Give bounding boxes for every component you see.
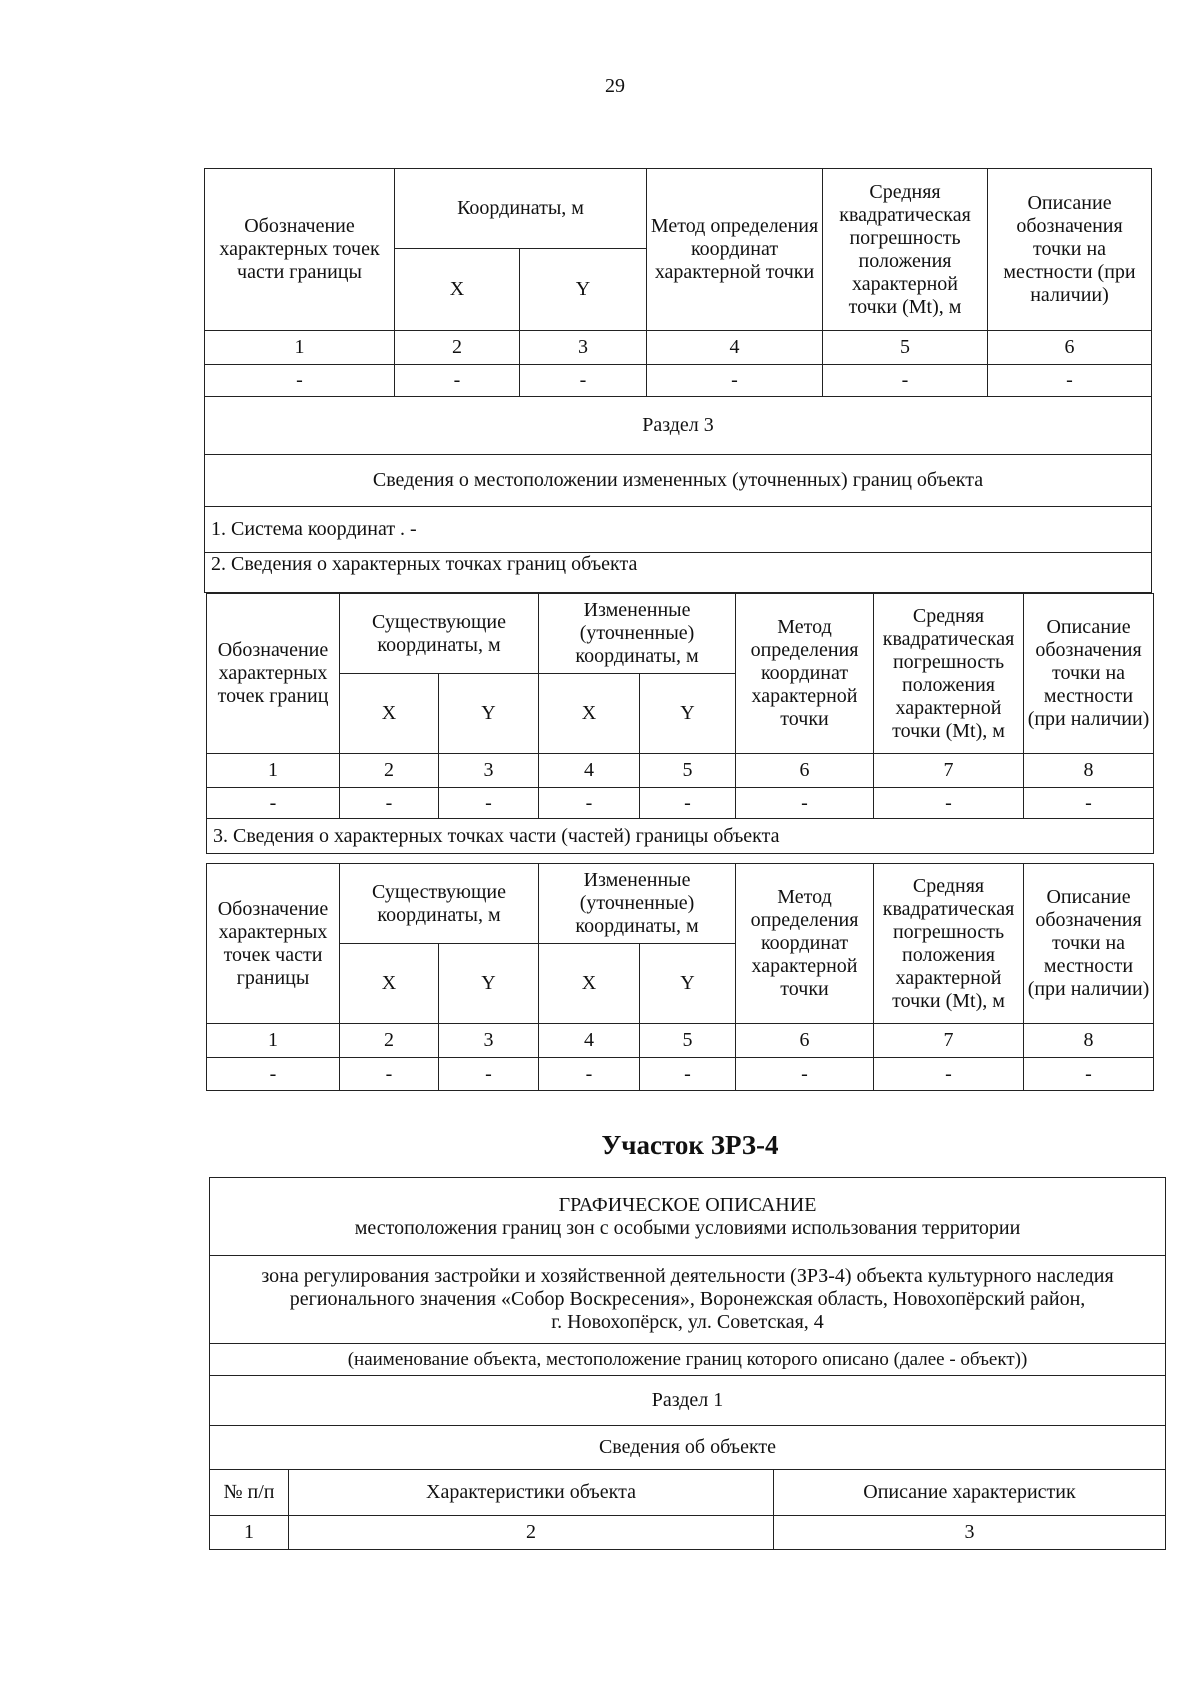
header-char-description: Описание характеристик — [774, 1470, 1166, 1516]
header-method: Метод определения координат характерной точки — [736, 594, 874, 754]
table-cell: - — [395, 365, 520, 397]
table-cell: - — [874, 788, 1024, 819]
plot-heading: Участок ЗРЗ-4 — [601, 1130, 779, 1160]
coord-system: 1. Система координат . - — [205, 507, 1152, 553]
table-cell: - — [647, 365, 823, 397]
about-title: Сведения об объекте — [210, 1426, 1166, 1470]
col-number: 1 — [210, 1516, 289, 1550]
col-number: 3 — [774, 1516, 1166, 1550]
col-number: 3 — [520, 331, 647, 365]
header-method: Метод определения координат характерной точки — [647, 169, 823, 331]
parts-title: 3. Сведения о характерных точках части (частей) границы объекта — [207, 819, 1154, 854]
parts-points-table — [206, 863, 1154, 1091]
table-cell: - — [340, 1058, 439, 1091]
header-description: Описание обозначения точки на местности (при наличии) — [1024, 594, 1154, 754]
table-cell: - — [874, 1058, 1024, 1091]
part-points-table — [204, 168, 1152, 593]
header-changed: Измененные (уточненные) координаты, м — [539, 864, 736, 944]
header-error: Средняя квадратическая погрешность положения характерной точки (Mt), м — [874, 594, 1024, 754]
header-existing: Существующие координаты, м — [340, 594, 539, 674]
table-cell: - — [539, 1058, 640, 1091]
table-cell: - — [823, 365, 988, 397]
header-x: X — [539, 944, 640, 1024]
graphic-subtitle: местоположения границ зон с особыми условиями использования территории — [354, 1216, 1021, 1239]
page-number: 29 — [605, 75, 625, 97]
col-number: 7 — [874, 1024, 1024, 1058]
col-number: 3 — [439, 1024, 539, 1058]
col-number: 2 — [395, 331, 520, 365]
header-designation: Обозначение характерных точек границ — [207, 594, 340, 754]
zone-line: регионального значения «Собор Воскресения», Воронежская область, Новохопёрский район, — [289, 1288, 1086, 1310]
header-x: X — [340, 944, 439, 1024]
zone-cell — [210, 1256, 1166, 1344]
header-y: Y — [439, 944, 539, 1024]
col-number: 3 — [439, 754, 539, 788]
header-changed: Измененные (уточненные) координаты, м — [539, 594, 736, 674]
col-number: 1 — [207, 1024, 340, 1058]
header-y: Y — [520, 249, 647, 331]
col-number: 8 — [1024, 754, 1154, 788]
table-cell: - — [205, 365, 395, 397]
table-cell: - — [1024, 1058, 1154, 1091]
zone-line: зона регулирования застройки и хозяйственной деятельности (ЗРЗ-4) объекта культурного наследия — [261, 1265, 1114, 1287]
header-existing: Существующие координаты, м — [340, 864, 539, 944]
col-number: 8 — [1024, 1024, 1154, 1058]
boundary-points-table — [206, 593, 1154, 854]
header-characteristics: Характеристики объекта — [289, 1470, 774, 1516]
name-note: (наименование объекта, местоположение границ которого описано (далее - объект)) — [210, 1344, 1166, 1376]
header-description: Описание обозначения точки на местности (при наличии) — [1024, 864, 1154, 1024]
col-number: 5 — [640, 1024, 736, 1058]
section3-subtitle: Сведения о местоположении измененных (уточненных) границ объекта — [205, 455, 1152, 507]
table-cell: - — [439, 1058, 539, 1091]
graphic-description-table — [209, 1177, 1166, 1550]
table-cell: - — [1024, 788, 1154, 819]
col-number: 2 — [340, 754, 439, 788]
header-description: Описание обозначения точки на местности (при наличии) — [988, 169, 1152, 331]
header-x: X — [395, 249, 520, 331]
header-num: № п/п — [210, 1470, 289, 1516]
table-cell: - — [736, 1058, 874, 1091]
col-number: 1 — [205, 331, 395, 365]
table-cell: - — [736, 788, 874, 819]
graphic-title-cell — [210, 1178, 1166, 1256]
table-cell: - — [640, 1058, 736, 1091]
col-number: 2 — [340, 1024, 439, 1058]
header-y: Y — [640, 944, 736, 1024]
table-cell: - — [207, 1058, 340, 1091]
table-cell: - — [539, 788, 640, 819]
zone-line: г. Новохопёрск, ул. Советская, 4 — [551, 1311, 824, 1333]
section1-title: Раздел 1 — [210, 1376, 1166, 1426]
section3-title: Раздел 3 — [205, 397, 1152, 455]
points-title: 2. Сведения о характерных точках границ объекта — [205, 553, 1152, 593]
table-cell: - — [520, 365, 647, 397]
header-method: Метод определения координат характерной точки — [736, 864, 874, 1024]
header-designation: Обозначение характерных точек части границы — [205, 169, 395, 331]
col-number: 6 — [988, 331, 1152, 365]
col-number: 4 — [647, 331, 823, 365]
col-number: 5 — [823, 331, 988, 365]
col-number: 5 — [640, 754, 736, 788]
col-number: 1 — [207, 754, 340, 788]
header-error: Средняя квадратическая погрешность положения характерной точки (Mt), м — [874, 864, 1024, 1024]
col-number: 4 — [539, 1024, 640, 1058]
table-cell: - — [207, 788, 340, 819]
header-coordinates: Координаты, м — [395, 169, 647, 249]
graphic-title: ГРАФИЧЕСКОЕ ОПИСАНИЕ — [558, 1193, 817, 1216]
header-y: Y — [439, 674, 539, 754]
table-cell: - — [340, 788, 439, 819]
table-cell: - — [988, 365, 1152, 397]
header-x: X — [539, 674, 640, 754]
table-cell: - — [640, 788, 736, 819]
header-x: X — [340, 674, 439, 754]
col-number: 7 — [874, 754, 1024, 788]
col-number: 4 — [539, 754, 640, 788]
col-number: 6 — [736, 754, 874, 788]
header-designation: Обозначение характерных точек части границы — [207, 864, 340, 1024]
col-number: 6 — [736, 1024, 874, 1058]
table-cell: - — [439, 788, 539, 819]
header-error: Средняя квадратическая погрешность положения характерной точки (Mt), м — [823, 169, 988, 331]
header-y: Y — [640, 674, 736, 754]
col-number: 2 — [289, 1516, 774, 1550]
